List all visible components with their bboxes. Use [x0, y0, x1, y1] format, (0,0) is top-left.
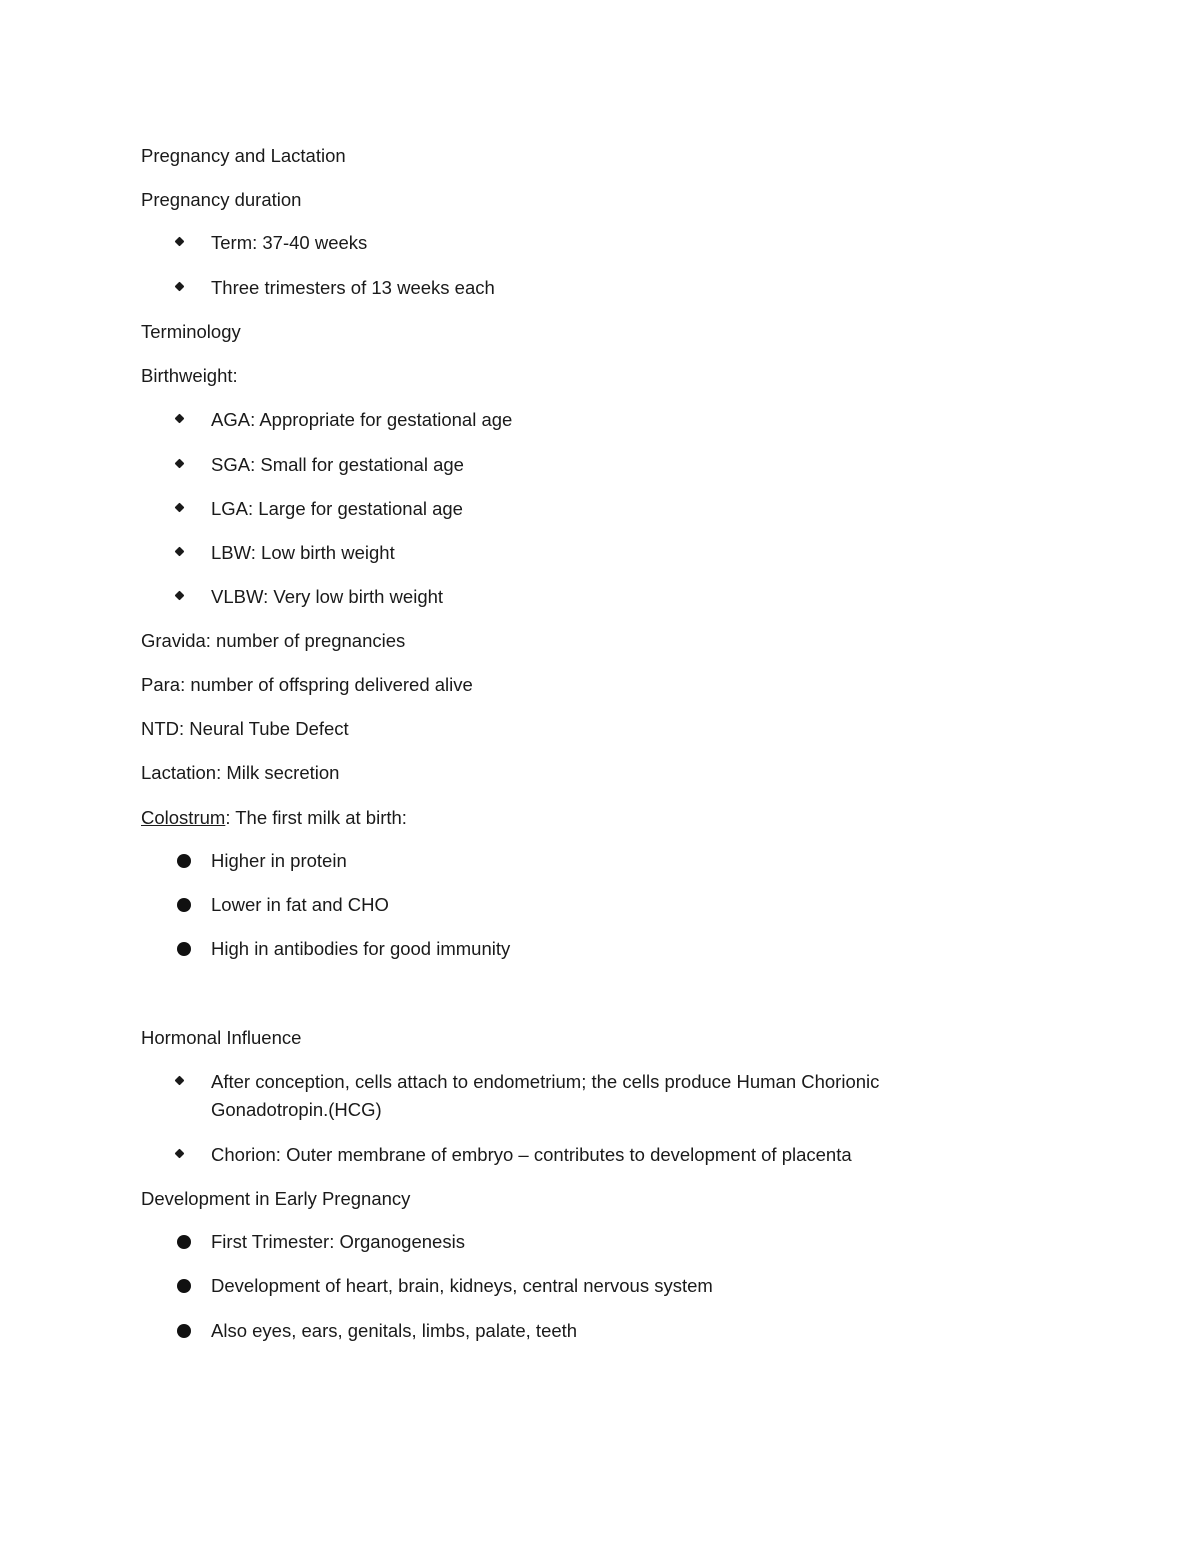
colostrum-item: High in antibodies for good immunity — [211, 938, 511, 959]
bullet-icon — [175, 1076, 185, 1086]
development-item: First Trimester: Organogenesis — [211, 1231, 465, 1252]
lactation-definition: Lactation: Milk secretion — [141, 762, 340, 783]
bullet-icon — [177, 898, 191, 912]
bullet-icon — [175, 1149, 185, 1159]
birthweight-item: AGA: Appropriate for gestational age — [211, 409, 513, 430]
para-definition: Para: number of offspring delivered alive — [141, 674, 473, 695]
hormonal-item: Chorion: Outer membrane of embryo – contributes to development of placenta — [211, 1144, 852, 1165]
bullet-icon — [177, 854, 191, 868]
colostrum-description: : The first milk at birth: — [225, 807, 407, 828]
duration-heading: Pregnancy duration — [141, 189, 302, 210]
colostrum-item: Lower in fat and CHO — [211, 894, 389, 915]
gravida-definition: Gravida: number of pregnancies — [141, 630, 406, 651]
bullet-icon — [175, 503, 185, 513]
document-title: Pregnancy and Lactation — [141, 145, 346, 166]
birthweight-heading: Birthweight: — [141, 365, 238, 386]
hormonal-item: After conception, cells attach to endometrium; the cells produce Human Chorionic Gonadotropin.(HCG) — [211, 1071, 880, 1120]
bullet-icon — [177, 1235, 191, 1249]
bullet-icon — [175, 591, 185, 601]
bullet-icon — [175, 282, 185, 292]
bullet-icon — [175, 459, 185, 469]
birthweight-item: SGA: Small for gestational age — [211, 454, 464, 475]
bullet-icon — [177, 1279, 191, 1293]
birthweight-item: LBW: Low birth weight — [211, 542, 395, 563]
colostrum-item: Higher in protein — [211, 850, 347, 871]
bullet-icon — [177, 1324, 191, 1338]
ntd-definition: NTD: Neural Tube Defect — [141, 718, 349, 739]
bullet-icon — [177, 942, 191, 956]
colostrum-term: Colostrum — [141, 807, 226, 828]
birthweight-item: LGA: Large for gestational age — [211, 498, 463, 519]
terminology-heading: Terminology — [141, 321, 241, 342]
development-heading: Development in Early Pregnancy — [141, 1188, 411, 1209]
bullet-icon — [175, 237, 185, 247]
development-item: Also eyes, ears, genitals, limbs, palate, teeth — [211, 1320, 578, 1341]
birthweight-item: VLBW: Very low birth weight — [211, 586, 444, 607]
bullet-icon — [175, 414, 185, 424]
duration-item: Term: 37-40 weeks — [211, 232, 368, 253]
duration-item: Three trimesters of 13 weeks each — [211, 277, 495, 298]
development-item: Development of heart, brain, kidneys, central nervous system — [211, 1275, 713, 1296]
hormonal-heading: Hormonal Influence — [141, 1027, 302, 1048]
colostrum-definition — [141, 806, 407, 830]
bullet-icon — [175, 547, 185, 557]
